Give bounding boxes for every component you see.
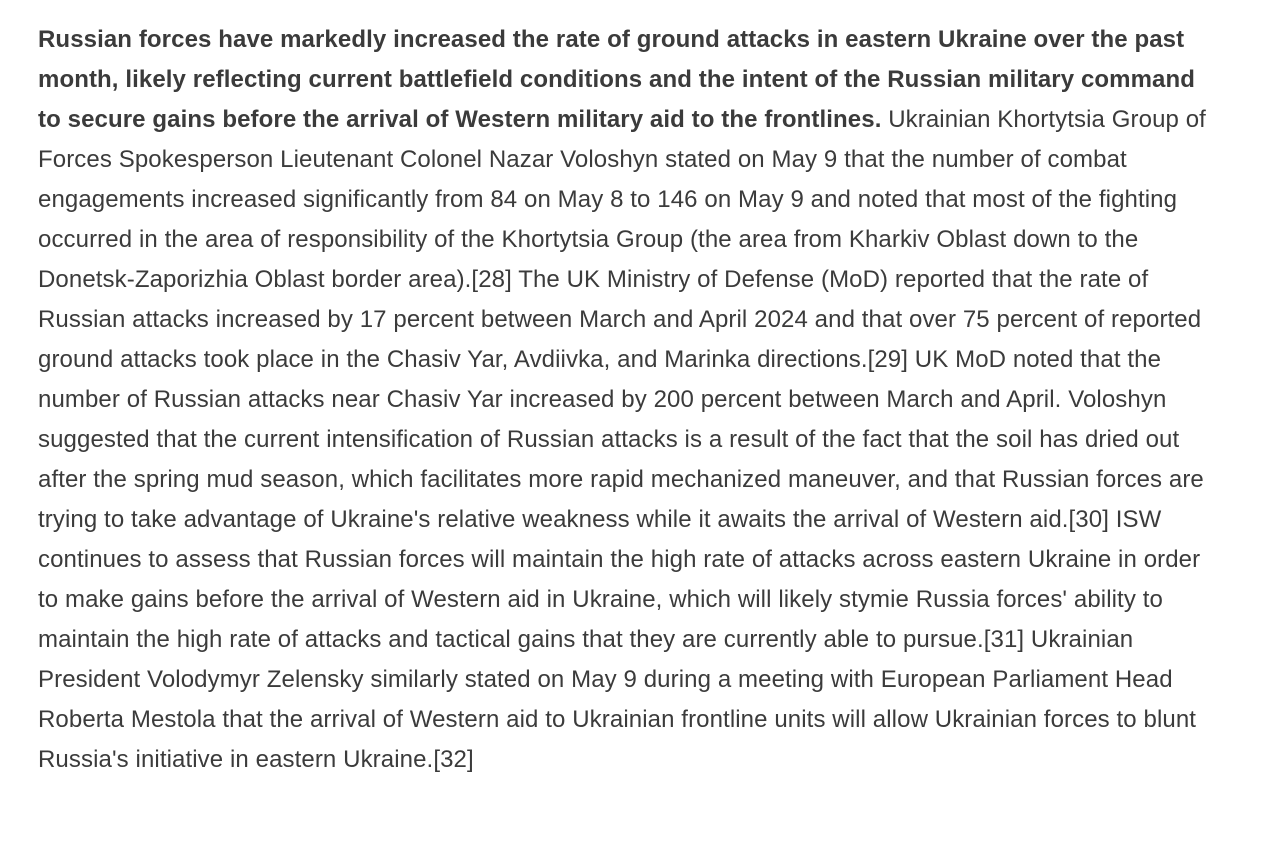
article-paragraph <box>38 20 1210 780</box>
lead-bold-sentence: Russian forces have markedly increased the rate of ground attacks in eastern Ukraine over the past month, likely reflecting current battlefield conditions and the intent of the Russian military command to secure gains before the arrival of Western military aid to the frontlines. <box>38 26 1196 133</box>
paragraph-body-text: Ukrainian Khortytsia Group of Forces Spokesperson Lieutenant Colonel Nazar Voloshyn stated on May 9 that the number of combat engagements increased significantly from 84 on May 8 to 146 on May 9 and noted that most of the fighting occurred in the area of responsibility of the Khortytsia Group (the area from Kharkiv Oblast down to the Donetsk-Zaporizhia Oblast border area).[28] The UK Ministry of Defense (MoD) reported that the rate of Russian attacks increased by 17 percent between March and April 2024 and that over 75 percent of reported ground attacks took place in the Chasiv Yar, Avdiivka, and Marinka directions.[29] UK MoD noted that the number of Russian attacks near Chasiv Yar increased by 200 percent between March and April. Voloshyn suggested that the current intensification of Russian attacks is a result of the fact that the soil has dried out after the spring mud season, which facilitates more rapid mechanized maneuver, and that Russian forces are trying to take advantage of Ukraine's relative weakness while it awaits the arrival of Western aid.[30] ISW continues to assess that Russian forces will maintain the high rate of attacks across eastern Ukraine in order to make gains before the arrival of Western aid in Ukraine, which will likely stymie Russia forces' ability to maintain the high rate of attacks and tactical gains that they are currently able to pursue.[31] Ukrainian President Volodymyr Zelensky similarly stated on May 9 during a meeting with European Parliament Head Roberta Mestola that the arrival of Western aid to Ukrainian frontline units will allow Ukrainian forces to blunt Russia's initiative in eastern Ukraine.[32] <box>38 106 1206 773</box>
